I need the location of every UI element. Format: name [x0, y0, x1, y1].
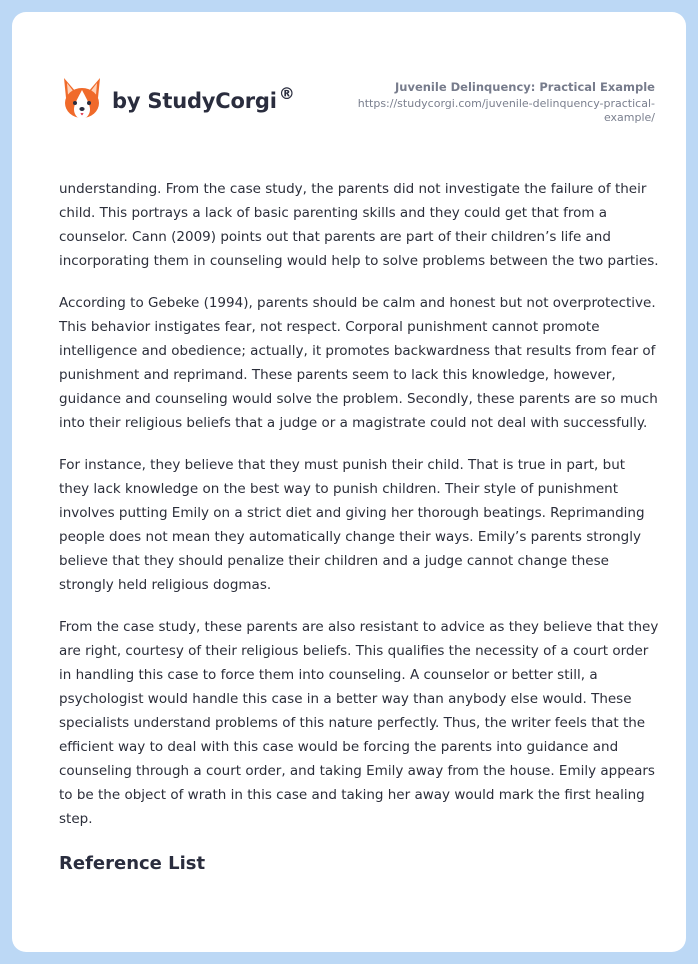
paragraph: According to Gebeke (1994), parents should be calm and honest but not overprotective. This behavior instigates fear, not respect. Corporal punishment cannot promote intelligence and obedience; actually, it promotes backwardness that results from fear of punishment and reprimand. These parents seem to lack this knowledge, however, guidance and counseling would solve the problem. Secondly, these parents are so much into their religious beliefs that a judge or a magistrate could not deal with successfully. — [59, 295, 658, 431]
paragraph: understanding. From the case study, the parents did not investigate the failure of their child. This portrays a lack of basic parenting skills and they could get that from a counselor. Cann (2009) points out that parents are part of their children’s life and incorporating them in counseling would help to solve problems between the two parties. — [59, 181, 659, 269]
registered-mark: ® — [278, 84, 295, 103]
reference-list-heading: Reference List — [59, 853, 206, 874]
corgi-icon — [60, 76, 104, 122]
document-meta — [325, 80, 655, 125]
document-url[interactable]: https://studycorgi.com/juvenile-delinquency-practical-example/ — [357, 97, 655, 124]
document-page — [12, 12, 686, 952]
paragraph: From the case study, these parents are also resistant to advice as they believe that they are right, courtesy of their religious beliefs. This qualifies the necessity of a court order in handling this case to force them into counseling. A counselor or better still, a psychologist would handle this case in a better way than anybody else would. These specialists understand problems of this nature perfectly. Thus, the writer feels that the efficient way to deal with this case would be forcing the parents into guidance and counseling through a court order, and taking Emily away from the house. Emily appears to be the object of wrath in this case and taking her away would mark the first healing step. — [59, 619, 659, 827]
studycorgi-logo[interactable] — [60, 76, 295, 122]
brand-name: by StudyCorgi ® — [112, 84, 295, 113]
document-title: Juvenile Delinquency: Practical Example — [394, 80, 655, 94]
paragraph: For instance, they believe that they must punish their child. That is true in part, but they lack knowledge on the best way to punish children. Their style of punishment involves putting Emily on a strict diet and giving her thorough beatings. Reprimanding people does not mean they automatically change their ways. Emily’s parents strongly believe that they should penalize their children and a judge cannot change these strongly held religious dogmas. — [59, 457, 645, 593]
essay-content — [59, 177, 659, 874]
